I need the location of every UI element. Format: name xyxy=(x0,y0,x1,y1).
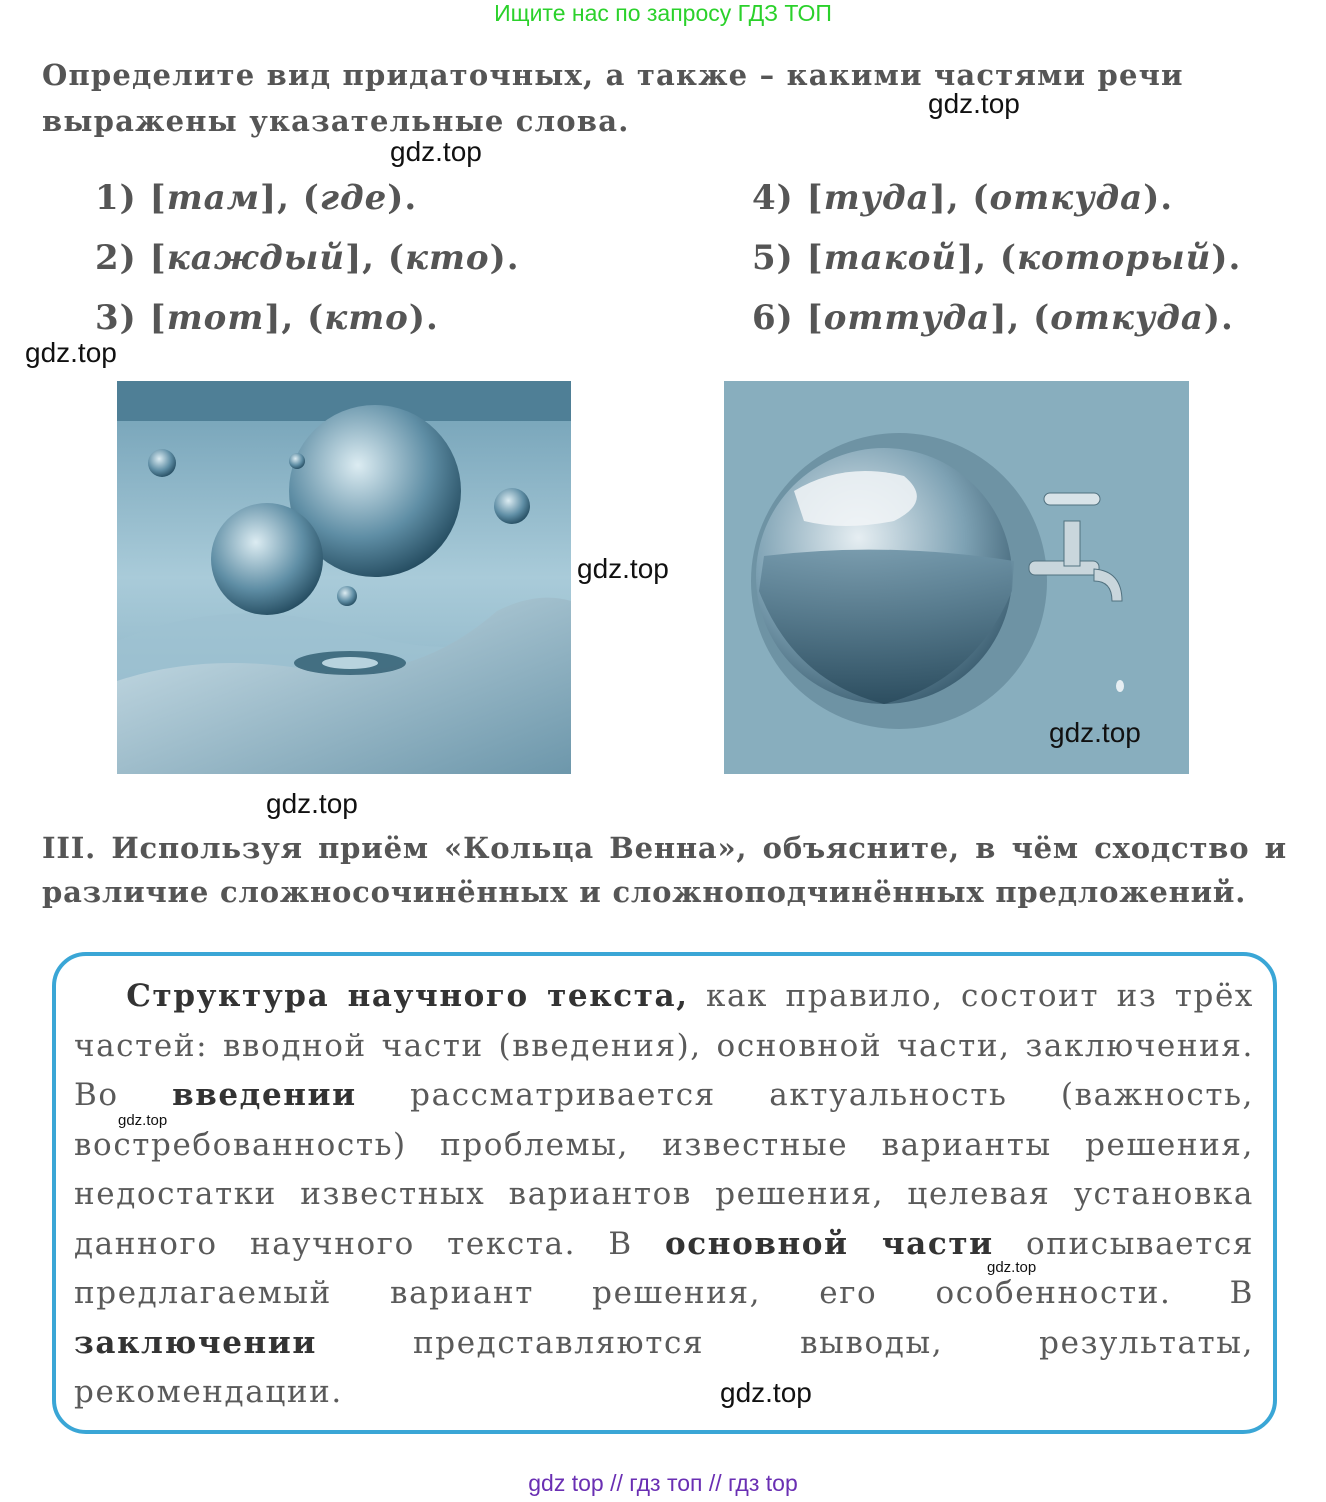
watermark: gdz.top xyxy=(577,553,669,584)
watermark: gdz.top xyxy=(987,1259,1037,1276)
hand-water-bubbles-image xyxy=(117,381,571,774)
list-item: 6) [оттуда], (откуда). xyxy=(752,298,1234,338)
list-item: 2) [каждый], (кто). xyxy=(95,238,520,278)
watermark: gdz.top xyxy=(720,1377,812,1408)
task-instruction: Определите вид придаточных, а также – какими частями речи выражены указательные слова. xyxy=(42,58,1184,138)
watermark: gdz.top xyxy=(118,1112,168,1129)
watermark: gdz.top xyxy=(928,88,1020,119)
task-three-text: Используя приём «Кольца Венна», объясните, в чём сходство и различие сложносочинённых и сложноподчинённых предложений. xyxy=(42,831,1287,909)
list-item: 1) [там], (где). xyxy=(95,178,418,218)
list-item: 4) [туда], (откуда). xyxy=(752,178,1174,218)
list-item: 5) [такой], (который). xyxy=(752,238,1242,278)
info-text: Структура научного текста, как правило, состоит из трёх частей: вводной части (введения), основной части, заключения. Во введении рассматривается актуальность (важность, востребованность) проблемы, известные варианты решения, недостатки известных вариантов решения, целевая установка данного научного текста. В основной части описывается предлагаемый вариант решения, его особенности. В заключении представляются выводы, результаты, рекомендации. xyxy=(74,978,1255,1410)
watermark: gdz.top xyxy=(390,136,482,167)
list-item: 3) [тот], (кто). xyxy=(95,298,439,338)
watermark: gdz.top xyxy=(25,337,117,368)
bottom-banner[interactable]: gdz top // гдз топ // гдз top xyxy=(528,1470,798,1496)
watermark: gdz.top xyxy=(266,788,358,819)
watermark: gdz.top xyxy=(1049,717,1141,748)
top-banner[interactable]: Ищите нас по запросу ГДЗ ТОП xyxy=(494,0,832,26)
task-three xyxy=(42,826,1287,914)
earth-faucet-image xyxy=(724,381,1189,774)
task-three-number: III. xyxy=(42,831,96,865)
